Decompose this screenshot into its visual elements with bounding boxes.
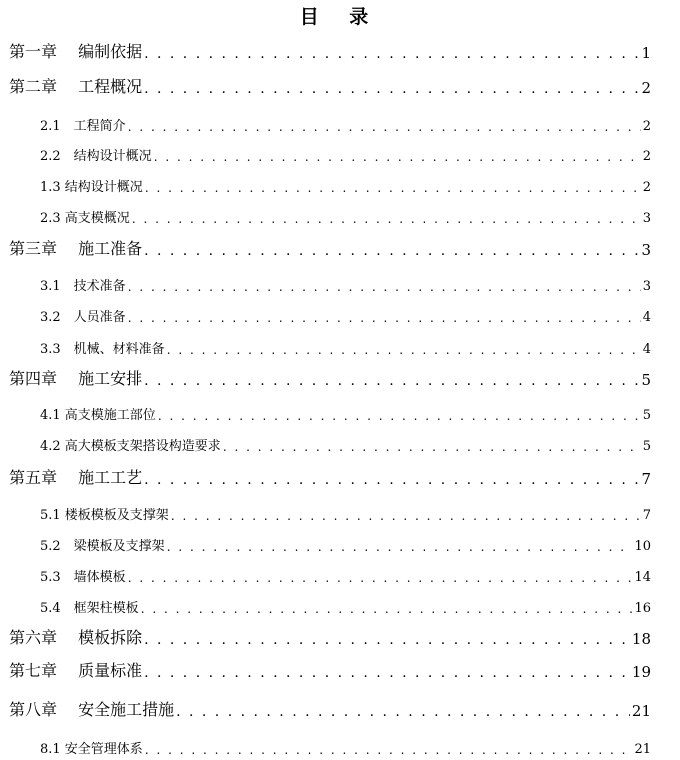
toc-page-number: 18 (631, 630, 651, 648)
toc-chapter-entry[interactable] (9, 659, 651, 681)
toc-dot-leader (144, 632, 630, 648)
toc-dot-leader (223, 440, 641, 454)
toc-section-entry[interactable] (40, 735, 651, 757)
toc-chapter-entry[interactable] (9, 466, 651, 488)
toc-entry-label: 2.3 高支模概况 (40, 211, 130, 226)
toc-page-number: 21 (631, 702, 651, 720)
toc-entry-label: 1.3 结构设计概况 (40, 180, 143, 195)
toc-page-number: 5 (641, 371, 651, 389)
toc-dot-leader (145, 743, 633, 757)
toc-page-number: 7 (642, 508, 651, 523)
toc-section-entry[interactable] (40, 112, 651, 134)
toc-page-number: 14 (634, 570, 651, 585)
toc-chapter-entry[interactable] (9, 75, 651, 97)
toc-dot-leader (167, 540, 633, 554)
toc-entry-label: 第五章 施工工艺 (9, 468, 143, 487)
toc-page-number: 19 (631, 663, 651, 681)
toc-dot-leader (141, 602, 633, 616)
toc-page-number: 3 (642, 211, 651, 226)
toc-dot-leader (171, 509, 641, 523)
toc-page-number: 1 (641, 44, 651, 62)
toc-page-number: 3 (642, 279, 651, 294)
toc-entry-label: 4.1 高支模施工部位 (40, 408, 156, 423)
toc-page-number: 2 (642, 149, 651, 164)
toc-entry-label: 第七章 质量标准 (9, 661, 143, 680)
toc-page-number: 2 (642, 119, 651, 134)
toc-entry-label: 3.3 机械、材料准备 (40, 342, 165, 357)
toc-entry-label: 8.1 安全管理体系 (40, 742, 143, 757)
toc-entry-label: 2.1 工程简介 (40, 119, 126, 134)
toc-chapter-entry[interactable] (9, 698, 651, 720)
toc-dot-leader (145, 181, 641, 195)
toc-dot-leader (128, 280, 641, 294)
toc-dot-leader (158, 409, 641, 423)
toc-entry-label: 5.4 框架柱模板 (40, 601, 139, 616)
toc-page-number: 16 (634, 601, 651, 616)
toc-section-entry[interactable] (40, 204, 651, 226)
toc-entry-label: 5.1 楼板模板及支撑架 (40, 508, 169, 523)
toc-page-number: 7 (641, 470, 651, 488)
toc-section-entry[interactable] (40, 594, 651, 616)
toc-section-entry[interactable] (40, 401, 651, 423)
toc-entry-label: 第六章 模板拆除 (9, 628, 143, 647)
toc-entry-label: 第四章 施工安排 (9, 369, 143, 388)
toc-section-entry[interactable] (40, 335, 651, 357)
toc-entry-label: 3.1 技术准备 (40, 279, 126, 294)
toc-section-entry[interactable] (40, 303, 651, 325)
toc-page-number: 5 (642, 439, 651, 454)
toc-page-number: 10 (634, 539, 651, 554)
toc-dot-leader (144, 665, 630, 681)
toc-page-number: 21 (634, 742, 651, 757)
toc-dot-leader (128, 120, 641, 134)
toc-page-number: 3 (641, 241, 651, 259)
toc-entry-label: 第三章 施工准备 (9, 239, 143, 258)
toc-section-entry[interactable] (40, 532, 651, 554)
toc-entry-label: 5.2 梁模板及支撑架 (40, 539, 165, 554)
toc-page-number: 5 (642, 408, 651, 423)
toc-entry-label: 5.3 墙体模板 (40, 570, 126, 585)
toc-section-entry[interactable] (40, 501, 651, 523)
toc-dot-leader (144, 373, 639, 389)
toc-dot-leader (144, 472, 639, 488)
toc-chapter-entry[interactable] (9, 40, 651, 62)
toc-dot-leader (128, 311, 641, 325)
toc-dot-leader (176, 704, 630, 720)
toc-entry-label: 3.2 人员准备 (40, 310, 126, 325)
toc-dot-leader (132, 212, 641, 226)
toc-section-entry[interactable] (40, 173, 651, 195)
toc-entry-label: 4.2 高大模板支架搭设构造要求 (40, 439, 221, 454)
toc-page-number: 2 (642, 180, 651, 195)
toc-chapter-entry[interactable] (9, 237, 651, 259)
toc-chapter-entry[interactable] (9, 626, 651, 648)
toc-dot-leader (144, 243, 639, 259)
page-title: 目 录 (299, 6, 381, 28)
toc-section-entry[interactable] (40, 272, 651, 294)
toc-dot-leader (144, 46, 639, 62)
toc-entry-label: 2.2 结构设计概况 (40, 149, 152, 164)
toc-dot-leader (167, 343, 641, 357)
toc-entry-label: 第一章 编制依据 (9, 42, 143, 61)
toc-chapter-entry[interactable] (9, 367, 651, 389)
toc-dot-leader (144, 81, 639, 97)
toc-page-number: 2 (641, 79, 651, 97)
toc-dot-leader (128, 571, 633, 585)
toc-section-entry[interactable] (40, 563, 651, 585)
toc-section-entry[interactable] (40, 142, 651, 164)
toc-entry-label: 第八章 安全施工措施 (9, 700, 175, 719)
toc-dot-leader (154, 150, 641, 164)
toc-page-number: 4 (642, 310, 651, 325)
toc-section-entry[interactable] (40, 432, 651, 454)
toc-entry-label: 第二章 工程概况 (9, 77, 143, 96)
toc-page-number: 4 (642, 342, 651, 357)
